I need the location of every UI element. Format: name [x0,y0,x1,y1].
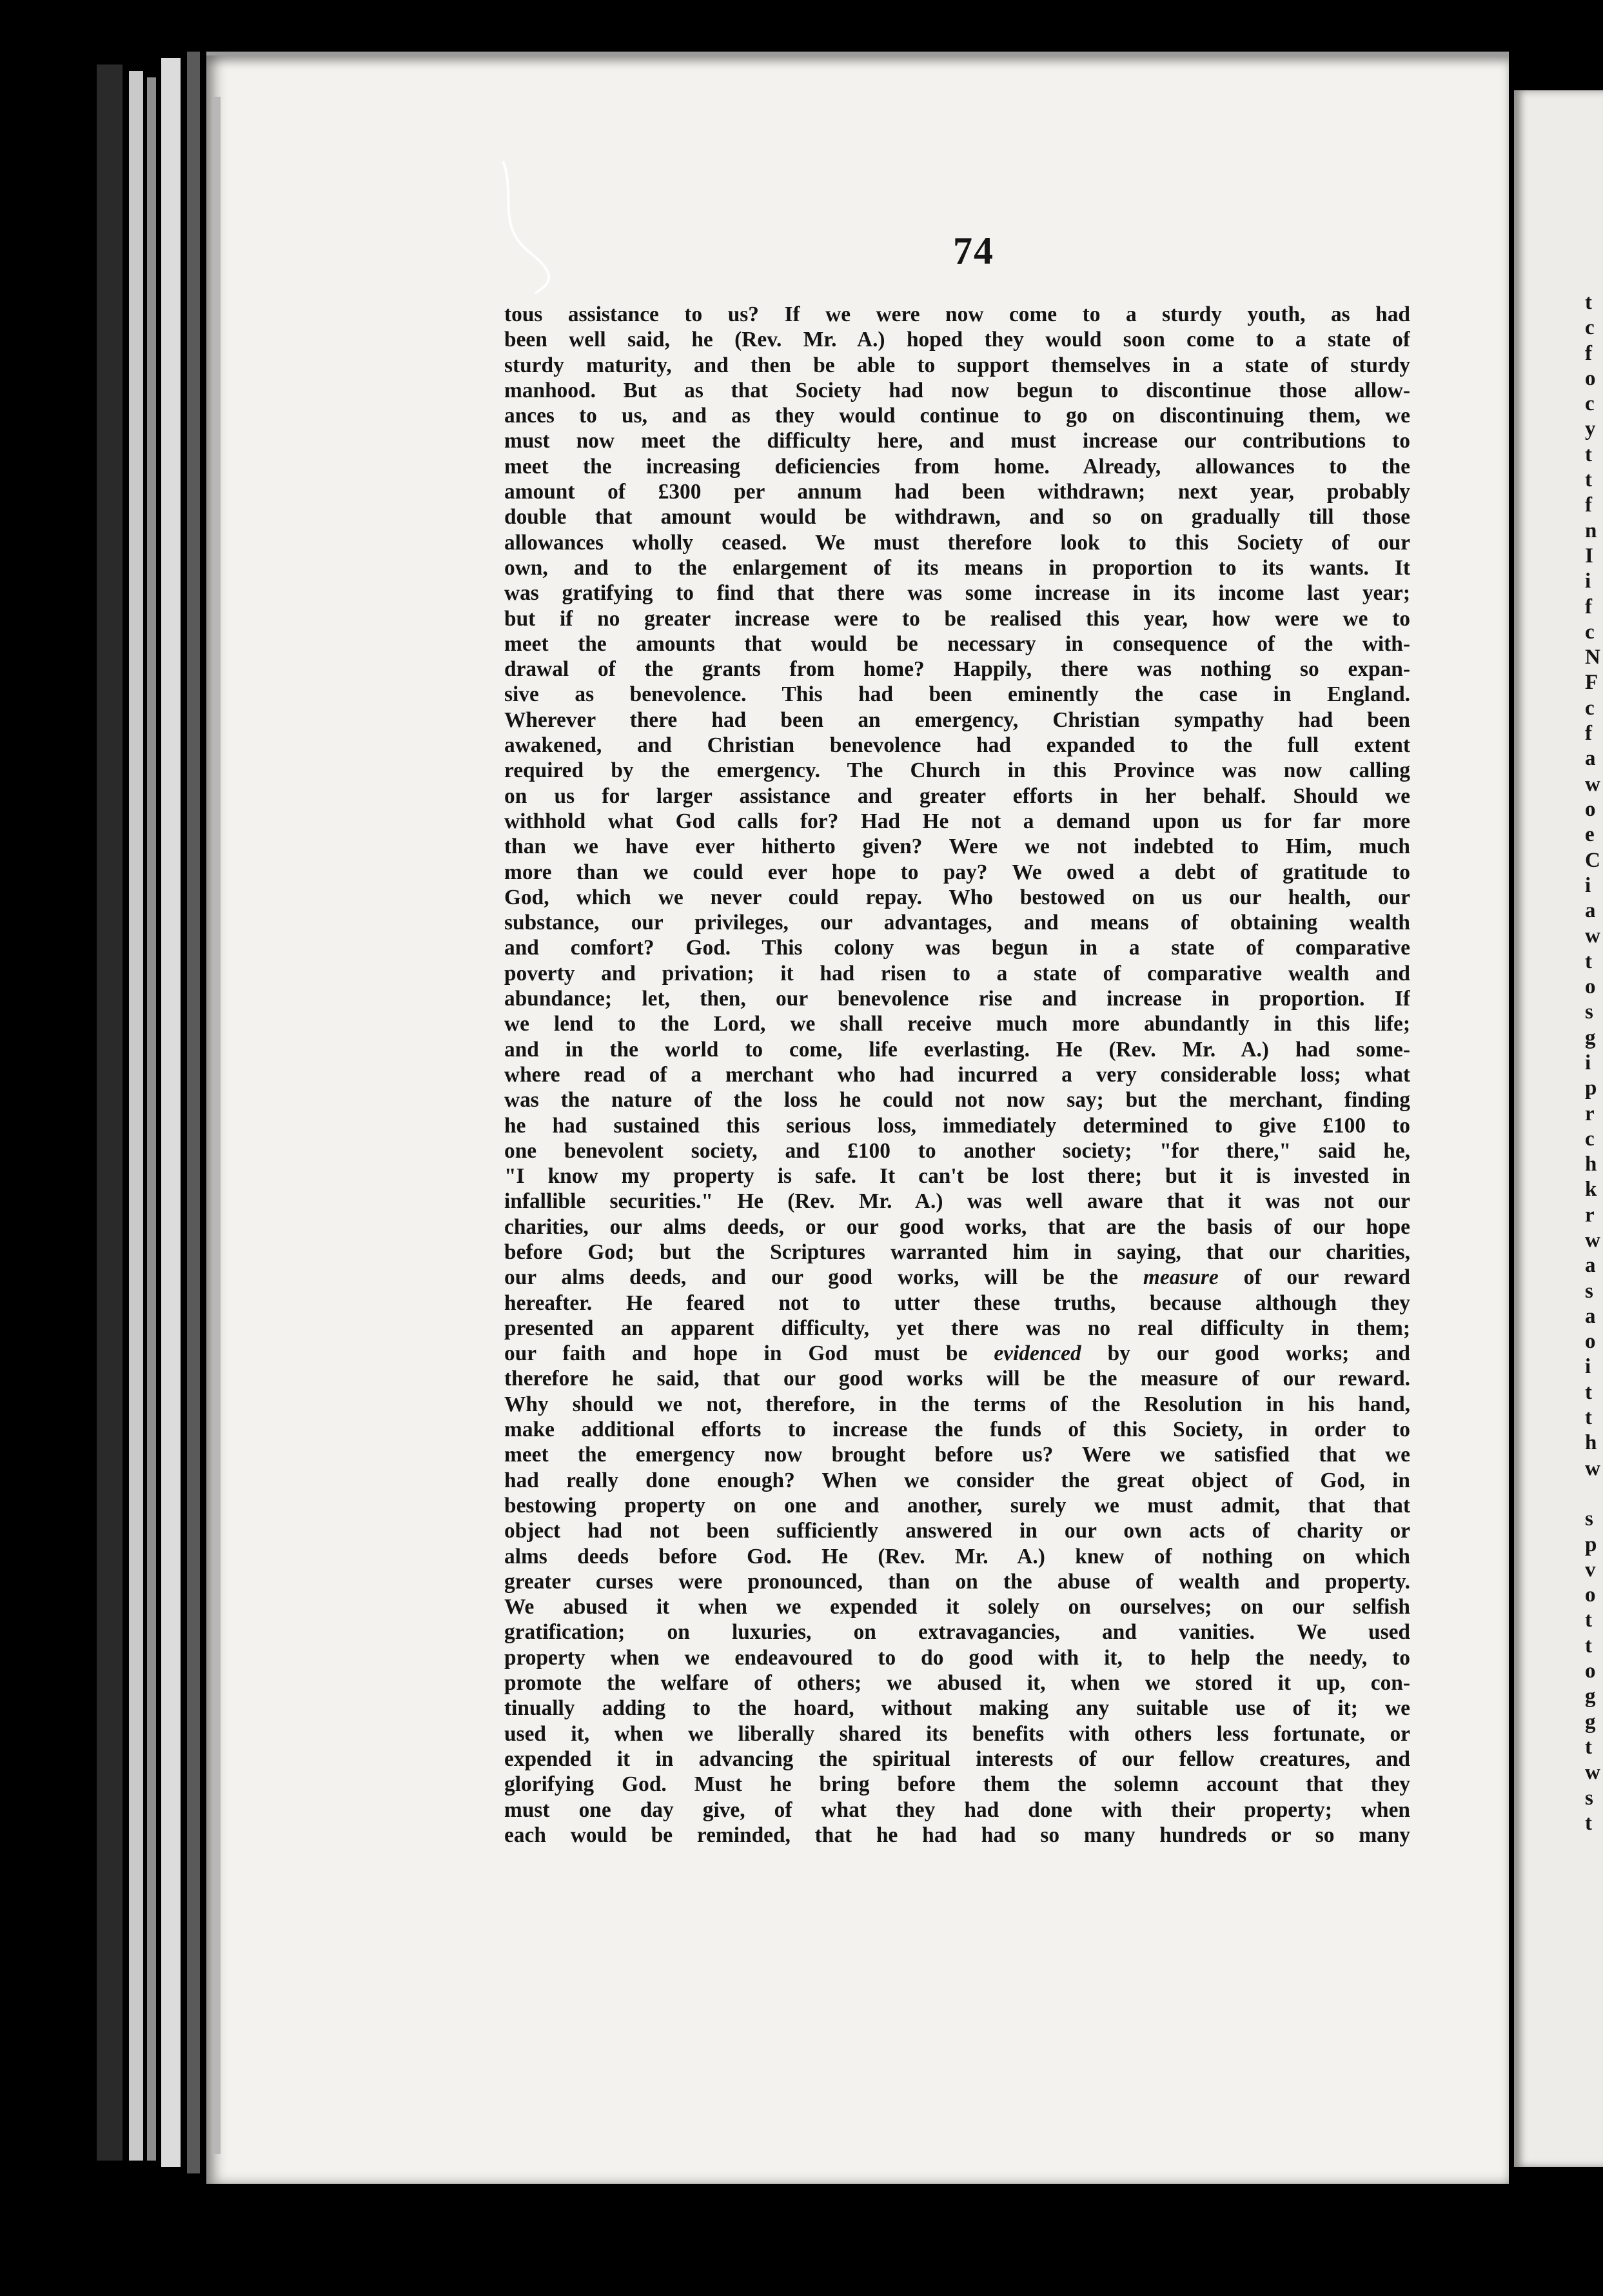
text-line: sturdy maturity, and then be able to support themselves in a state of sturdy [504,353,1410,377]
facing-text-fragment: i [1585,1051,1591,1074]
text-line: he had sustained this serious loss, immediately determined to give £100 to [504,1113,1410,1138]
page-edge [97,64,123,2161]
page-edge [187,52,200,2173]
page-number: 74 [953,230,994,272]
facing-text-fragment: g [1585,1685,1596,1708]
text-line: We abused it when we expended it solely on ourselves; on our selfish [504,1595,1410,1619]
facing-text-fragment: f [1585,493,1592,517]
facing-text-fragment: i [1585,1355,1591,1379]
text-line: and in the world to come, life everlasting. He (Rev. Mr. A.) had some- [504,1037,1410,1062]
facing-text-fragment: s [1585,1786,1593,1810]
facing-text-fragment: i [1585,569,1591,593]
text-line: used it, when we liberally shared its benefits with others less fortunate, or [504,1721,1410,1746]
facing-text-fragment: p [1585,1532,1597,1556]
facing-text-fragment: o [1585,975,1596,999]
text-line: therefore he said, that our good works will be the measure of our reward. [504,1367,1410,1391]
text-line: tinually adding to the hoard, without making any suitable use of it; we [504,1696,1410,1721]
facing-text-fragment: t [1585,1380,1592,1404]
text-line: promote the welfare of others; we abused it, when we stored it up, con- [504,1671,1410,1696]
facing-text-fragment: N [1585,646,1600,669]
facing-text-fragment: w [1585,1456,1600,1480]
facing-text-fragment: c [1585,620,1595,644]
facing-text-fragment: t [1585,1811,1592,1835]
text-line: Why should we not, therefore, in the terms of the Resolution in his hand, [504,1392,1410,1416]
facing-text-fragment: s [1585,1279,1593,1303]
text-line: withhold what God calls for? Had He not a demand upon us for far more [504,809,1410,833]
facing-text-fragment: g [1585,1710,1596,1734]
facing-text-fragment: F [1585,671,1598,695]
facing-text-fragment: g [1585,1025,1596,1049]
facing-text-fragment: w [1585,924,1600,948]
facing-text-fragment: a [1585,899,1596,923]
page-edge [161,58,181,2167]
text-line: tous assistance to us? If we were now come to a sturdy youth, as had [504,302,1410,326]
text-line: own, and to the enlargement of its means in proportion to its wants. It [504,555,1410,580]
text-line: God, which we never could repay. Who bestowed on us our health, our [504,885,1410,909]
text-line: sive as benevolence. This had been eminently the case in England. [504,682,1410,707]
text-line: poverty and privation; it had risen to a state of comparative wealth and [504,961,1410,985]
text-line: before God; but the Scriptures warranted him in saying, that our charities, [504,1240,1410,1264]
facing-text-fragment: o [1585,1330,1596,1354]
text-line: ances to us, and as they would continue to go on discontinuing them, we [504,404,1410,428]
page-edge [147,77,156,2161]
facing-text-fragment: t [1585,468,1592,492]
text-line: our faith and hope in God must be evidenced by our good works; and [504,1341,1410,1366]
facing-text-fragment: c [1585,392,1595,416]
facing-text-fragment: C [1585,848,1600,872]
facing-text-fragment: t [1585,291,1592,314]
text-line: on us for larger assistance and greater efforts in her behalf. Should we [504,784,1410,808]
facing-text-fragment: c [1585,316,1595,340]
page-gutter-shadow [213,97,221,2154]
text-line: property when we endeavoured to do good with it, to help the needy, to [504,1645,1410,1670]
facing-text-fragment: w [1585,1228,1600,1252]
text-line: one benevolent society, and £100 to another society; "for there," said he, [504,1138,1410,1163]
text-line: expended it in advancing the spiritual interests of our fellow creatures, and [504,1747,1410,1771]
text-line: presented an apparent difficulty, yet there was no real difficulty in them; [504,1316,1410,1340]
body-text [504,302,1410,1848]
facing-text-fragment: t [1585,1634,1592,1658]
text-line: had really done enough? When we consider the great object of God, in [504,1468,1410,1492]
text-line: "I know my property is safe. It can't be lost there; but it is invested in [504,1164,1410,1189]
text-line: was the nature of the loss he could not now say; but the merchant, finding [504,1088,1410,1113]
scan-scratch-mark [490,155,567,297]
facing-text-fragment: k [1585,1178,1597,1202]
text-line: was gratifying to find that there was some increase in its income last year; [504,581,1410,606]
text-line: double that amount would be withdrawn, and so on gradually till those [504,505,1410,529]
facing-text-fragment: f [1585,722,1592,746]
text-line: we lend to the Lord, we shall receive much more abundantly in this life; [504,1012,1410,1036]
text-line: each would be reminded, that he had had so many hundreds or so many [504,1823,1410,1847]
page-edge [129,71,143,2161]
facing-text-fragment: w [1585,772,1600,796]
facing-text-fragment: n [1585,519,1597,542]
text-line: meet the amounts that would be necessary in consequence of the with- [504,631,1410,656]
text-line: amount of £300 per annum had been withdrawn; next year, probably [504,480,1410,504]
text-line: but if no greater increase were to be realised this year, how were we to [504,606,1410,631]
text-line: where read of a merchant who had incurred a very considerable loss; what [504,1062,1410,1087]
facing-text-fragment: t [1585,1608,1592,1632]
facing-page-text [1585,290,1603,1836]
facing-text-fragment: p [1585,1076,1597,1100]
facing-text-fragment: t [1585,442,1592,466]
text-line: drawal of the grants from home? Happily, there was nothing so expan- [504,657,1410,682]
facing-text-fragment: s [1585,1000,1593,1024]
facing-text-fragment: y [1585,417,1596,441]
facing-text-fragment: o [1585,797,1596,821]
text-line: hereafter. He feared not to utter these truths, because although they [504,1291,1410,1315]
text-line: substance, our privileges, our advantages, and means of obtaining wealth [504,911,1410,935]
text-line: bestowing property on one and another, surely we must admit, that that [504,1493,1410,1518]
text-line: alms deeds before God. He (Rev. Mr. A.) knew of nothing on which [504,1544,1410,1569]
facing-text-fragment: t [1585,949,1592,973]
facing-text-fragment: f [1585,341,1592,365]
text-line: our alms deeds, and our good works, will be the measure of our reward [504,1265,1410,1290]
text-line: gratification; on luxuries, on extravagancies, and vanities. We used [504,1620,1410,1645]
text-line: been well said, he (Rev. Mr. A.) hoped they would soon come to a state of [504,328,1410,352]
text-line: object had not been sufficiently answered in our own acts of charity or [504,1519,1410,1543]
facing-text-fragment: i [1585,873,1591,897]
facing-text-fragment: c [1585,1127,1595,1151]
text-line: required by the emergency. The Church in this Province was now calling [504,758,1410,783]
facing-text-fragment: h [1585,1431,1597,1455]
text-line: charities, our alms deeds, or our good works, that are the basis of our hope [504,1214,1410,1239]
facing-text-fragment: w [1585,1761,1600,1785]
text-line: manhood. But as that Society had now begun to discontinue those allow- [504,378,1410,402]
facing-text-fragment: o [1585,1659,1596,1683]
text-line: and comfort? God. This colony was begun in a state of comparative [504,936,1410,960]
text-line: meet the emergency now brought before us? Were we satisfied that we [504,1443,1410,1467]
text-line: meet the increasing deficiencies from home. Already, allowances to the [504,454,1410,479]
text-line: must now meet the difficulty here, and must increase our contributions to [504,429,1410,453]
facing-text-fragment: e [1585,823,1595,847]
facing-text-fragment: r [1585,1203,1595,1227]
facing-text-fragment [1585,1481,1603,1507]
facing-text-fragment: t [1585,1735,1592,1759]
facing-text-fragment: r [1585,1102,1595,1125]
text-line: make additional efforts to increase the funds of this Society, in order to [504,1418,1410,1442]
facing-text-fragment: c [1585,696,1595,720]
facing-text-fragment: o [1585,1583,1596,1607]
text-line: glorifying God. Must he bring before them the solemn account that they [504,1772,1410,1797]
facing-text-fragment: s [1585,1507,1593,1531]
facing-text-fragment: I [1585,544,1593,568]
facing-text-fragment: t [1585,1406,1592,1430]
text-line: infallible securities." He (Rev. Mr. A.) was well aware that it was not our [504,1189,1410,1214]
facing-text-fragment: o [1585,366,1596,390]
facing-text-fragment: a [1585,747,1596,771]
text-line: greater curses were pronounced, than on the abuse of wealth and property. [504,1569,1410,1594]
facing-page [1514,90,1603,2167]
facing-text-fragment: a [1585,1254,1596,1278]
facing-text-fragment: v [1585,1558,1596,1581]
text-line: abundance; let, then, our benevolence rise and increase in proportion. If [504,987,1410,1011]
facing-text-fragment: a [1585,1304,1596,1328]
text-line: must one day give, of what they had done with their property; when [504,1797,1410,1822]
text-line: than we have ever hitherto given? Were we not indebted to Him, much [504,835,1410,859]
text-line: allowances wholly ceased. We must therefore look to this Society of our [504,530,1410,555]
facing-text-fragment: f [1585,595,1592,619]
text-line: awakened, and Christian benevolence had expanded to the full extent [504,733,1410,758]
facing-text-fragment: h [1585,1153,1597,1176]
text-line: more than we could ever hope to pay? We owed a debt of gratitude to [504,860,1410,884]
text-line: Wherever there had been an emergency, Christian sympathy had been [504,708,1410,732]
